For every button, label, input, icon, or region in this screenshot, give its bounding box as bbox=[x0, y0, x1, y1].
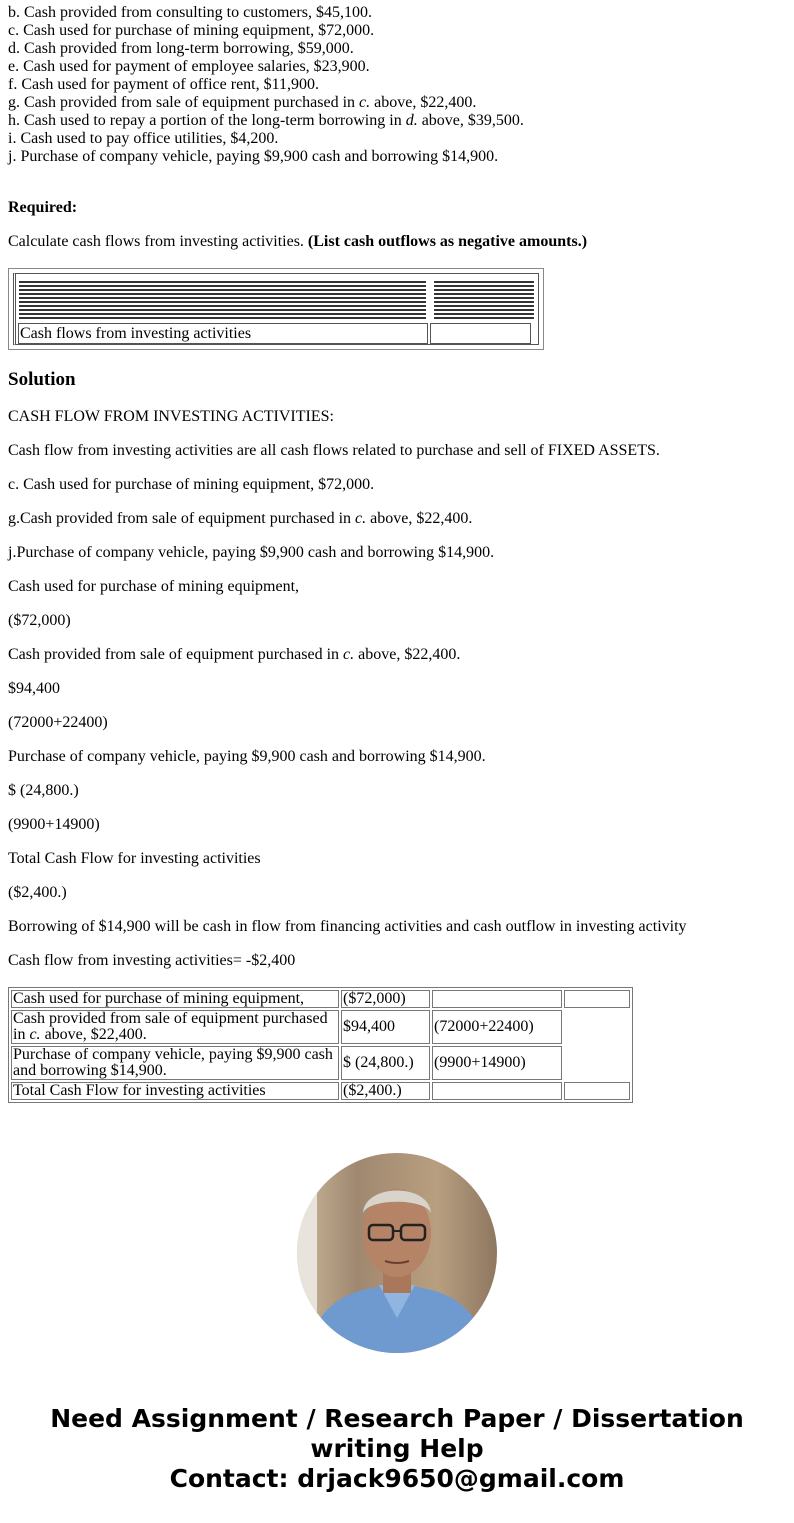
text-line bbox=[8, 612, 71, 630]
empty-cell bbox=[564, 990, 630, 1008]
text-span: CASH FLOW FROM INVESTING ACTIVITIES: bbox=[8, 408, 334, 425]
text-span: c. Cash used for purchase of mining equipment, $72,000. bbox=[8, 476, 375, 493]
table-row bbox=[11, 1082, 630, 1100]
text-span: Borrowing of $14,900 will be cash in flow from financing activities and cash outflow in investing activity bbox=[8, 918, 687, 935]
text-span: g. Cash provided from sale of equipment purchased in bbox=[8, 94, 360, 111]
text-span: Cash provided from sale of equipment purchased in bbox=[8, 646, 344, 663]
answer-table bbox=[8, 268, 544, 350]
text-span: d. Cash provided from long-term borrowing, $59,000. bbox=[8, 40, 354, 57]
text-line bbox=[8, 58, 524, 76]
text-line bbox=[8, 850, 261, 868]
text-span: Total Cash Flow for investing activities bbox=[8, 850, 261, 867]
solution-heading: Solution bbox=[8, 369, 76, 390]
row-amount: $ (24,800.) bbox=[341, 1046, 430, 1080]
text-line bbox=[8, 476, 374, 494]
text-span: b. Cash provided from consulting to customers, $45,100. bbox=[8, 4, 372, 21]
text-span: Cash flow from investing activities are all cash flows related to purchase and sell of FIXED ASSETS. bbox=[8, 442, 660, 459]
footer-ad bbox=[0, 1404, 794, 1494]
text-span: (72000+22400) bbox=[8, 714, 108, 731]
text-line bbox=[8, 510, 472, 528]
footer-contact: Contact: drjack9650@gmail.com bbox=[169, 1464, 625, 1493]
text-line bbox=[8, 952, 295, 970]
text-line bbox=[8, 40, 524, 58]
text-span: g.Cash provided from sale of equipment purchased in bbox=[8, 510, 356, 527]
text-span: d. bbox=[405, 112, 418, 129]
text-span: $94,400 bbox=[8, 680, 60, 697]
text-line bbox=[8, 714, 108, 732]
text-line bbox=[8, 94, 524, 112]
row-amount: ($2,400.) bbox=[341, 1082, 430, 1100]
text-line bbox=[8, 544, 494, 562]
required-label: Required: bbox=[8, 199, 78, 216]
answer-value-input[interactable] bbox=[430, 323, 531, 344]
row-label: Total Cash Flow for investing activities bbox=[11, 1082, 339, 1100]
text-span: Cash used for purchase of mining equipment, bbox=[8, 578, 300, 595]
row-amount: $94,400 bbox=[341, 1010, 430, 1044]
text-span: (9900+14900) bbox=[8, 816, 100, 833]
footer-line: writing Help bbox=[310, 1434, 484, 1463]
answer-row-label: Cash flows from investing activities bbox=[18, 323, 428, 344]
row-calc bbox=[432, 1082, 562, 1100]
instruction: Calculate cash flows from investing activities. (List cash outflows as negative amounts.) bbox=[8, 233, 588, 250]
text-span: ($2,400.) bbox=[8, 884, 67, 901]
text-line bbox=[8, 442, 660, 460]
text-span: above, $22,400. bbox=[370, 94, 477, 111]
table-row bbox=[11, 1046, 630, 1080]
text-span: e. Cash used for payment of employee salaries, $23,900. bbox=[8, 58, 370, 75]
text-span: above, $22,400. bbox=[366, 510, 473, 527]
text-line bbox=[8, 22, 524, 40]
text-line bbox=[8, 112, 524, 130]
row-label: Cash provided from sale of equipment purchased in c. above, $22,400. bbox=[11, 1010, 339, 1044]
text-line bbox=[8, 918, 687, 936]
author-photo bbox=[297, 1153, 497, 1353]
text-line bbox=[8, 578, 299, 596]
text-span: c. Cash used for purchase of mining equipment, $72,000. bbox=[8, 22, 375, 39]
text-span: c. bbox=[343, 646, 355, 663]
footer-line: Need Assignment / Research Paper / Dissertation bbox=[50, 1404, 744, 1433]
text-line bbox=[8, 646, 460, 664]
text-line bbox=[8, 748, 486, 766]
text-line bbox=[8, 4, 524, 22]
text-span: c. bbox=[355, 510, 367, 527]
row-label: Purchase of company vehicle, paying $9,900 cash and borrowing $14,900. bbox=[11, 1046, 339, 1080]
row-label: Cash used for purchase of mining equipment, bbox=[11, 990, 339, 1008]
row-calc bbox=[432, 990, 562, 1008]
problem-items bbox=[8, 4, 524, 166]
text-line bbox=[8, 782, 79, 800]
text-span: f. Cash used for payment of office rent, $11,900. bbox=[8, 76, 320, 93]
empty-cell bbox=[564, 1082, 630, 1100]
text-span: j. Purchase of company vehicle, paying $9,900 cash and borrowing $14,900. bbox=[8, 148, 499, 165]
text-span: h. Cash used to repay a portion of the long-term borrowing in bbox=[8, 112, 406, 129]
text-line bbox=[8, 130, 524, 148]
text-span: above, $39,500. bbox=[417, 112, 524, 129]
row-amount: ($72,000) bbox=[341, 990, 430, 1008]
text-span: Purchase of company vehicle, paying $9,900 cash and borrowing $14,900. bbox=[8, 748, 486, 765]
table-row bbox=[11, 1010, 630, 1044]
text-line bbox=[8, 884, 67, 902]
text-span: Cash flow from investing activities= -$2,400 bbox=[8, 952, 296, 969]
table-row bbox=[11, 990, 630, 1008]
text-span: c. bbox=[359, 94, 371, 111]
text-span: i. Cash used to pay office utilities, $4,200. bbox=[8, 130, 279, 147]
text-line bbox=[8, 680, 60, 698]
text-span: j.Purchase of company vehicle, paying $9,900 cash and borrowing $14,900. bbox=[8, 544, 495, 561]
text-line bbox=[8, 408, 334, 426]
text-line bbox=[8, 148, 524, 166]
text-line bbox=[8, 816, 100, 834]
text-span: $ (24,800.) bbox=[8, 782, 79, 799]
text-span: ($72,000) bbox=[8, 612, 71, 629]
row-calc: (9900+14900) bbox=[432, 1046, 562, 1080]
row-calc: (72000+22400) bbox=[432, 1010, 562, 1044]
text-line bbox=[8, 76, 524, 94]
summary-table bbox=[8, 987, 633, 1103]
text-span: above, $22,400. bbox=[354, 646, 461, 663]
